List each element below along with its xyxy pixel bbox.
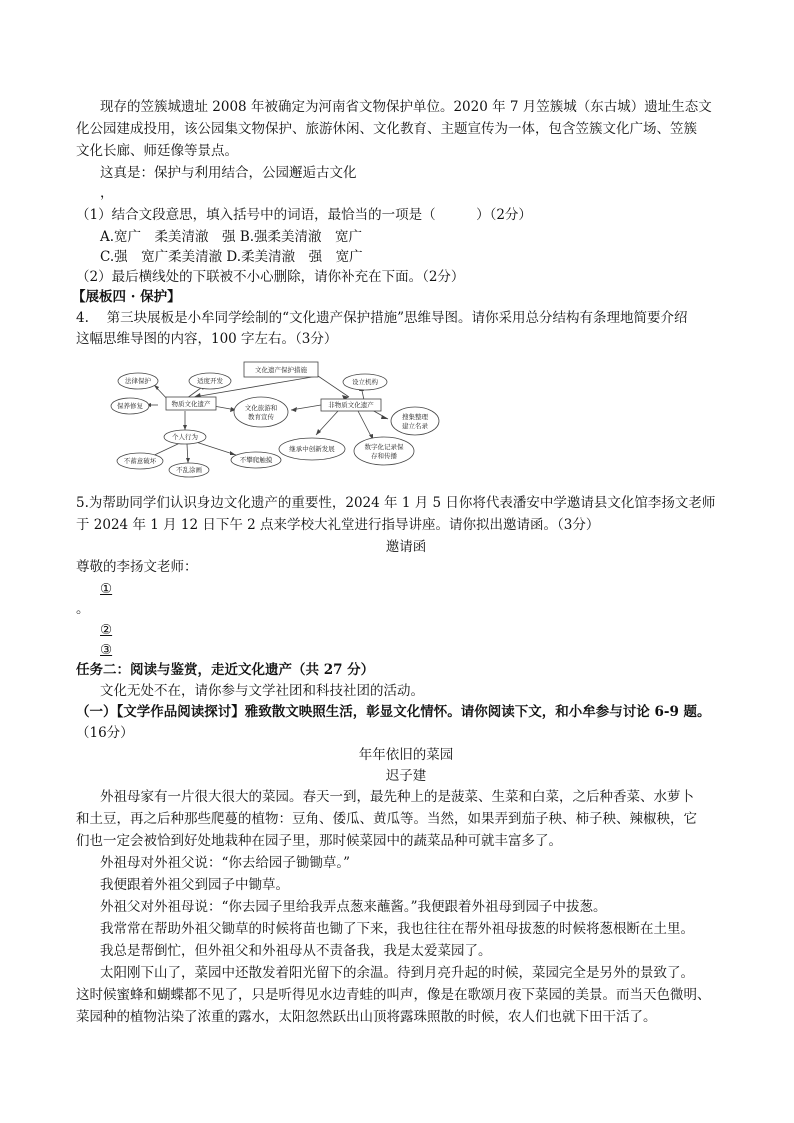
question-1-option-cd: C.强 宽广柔美清澈 D.柔美清澈 强 宽广 — [100, 249, 363, 265]
mindmap-inherit: 继承中创新发展 — [289, 445, 335, 453]
question-4-line2: 这幅思维导图的内容，100 字左右。（3分） — [76, 331, 338, 347]
essay-line-5: 我便跟着外祖父到园子中锄草。 — [100, 877, 289, 893]
para2: 这真是：保护与利用结合，公园邂逅古文化 — [100, 165, 357, 181]
essay-line-3: 们也一定会被恰到好处地栽种在园子里，那时候菜园中的蔬菜品种可就丰富多了。 — [76, 833, 562, 849]
section-heading-4: 【展板四 · 保护】 — [72, 289, 181, 305]
invitation-blank-3: ③ — [100, 642, 113, 658]
mindmap-develop: 适度开发 — [197, 377, 223, 385]
mindmap-nodamage: 不蓄意破坏 — [123, 457, 157, 465]
mindmap-tourism-1: 文化旅游和 — [244, 404, 278, 412]
mindmap-diagram — [108, 355, 448, 485]
essay-line-11: 菜园种的植物沾染了浓重的露水，太阳忽然跃出山顶将露珠照散的时候，农人们也就下田干活了。 — [76, 1009, 657, 1025]
mindmap-tourism-2: 教育宣传 — [248, 413, 274, 421]
para2-comma: ， — [100, 185, 114, 201]
invitation-salutation: 尊敬的李扬文老师： — [76, 559, 198, 575]
invitation-period: 。 — [76, 601, 90, 617]
essay-line-8: 我总是帮倒忙，但外祖父和外祖母从不责备我，我是太爱菜园了。 — [100, 943, 492, 959]
invitation-blank-2: ② — [100, 622, 113, 638]
question-2: （2）最后横线处的下联被不小心删除，请你补充在下面。（2分） — [76, 269, 465, 285]
question-5-line1: 5.为帮助同学们认识身边文化遗产的重要性，2024 年 1 月 5 日你将代表潘安中学邀请县文化馆李扬文老师 — [76, 495, 716, 511]
mindmap-law: 法律保护 — [125, 377, 151, 385]
mindmap-nograffiti: 不乱涂画 — [176, 466, 202, 474]
mindmap-material: 物质文化遗产 — [171, 400, 211, 408]
mindmap-digital-2: 存和传播 — [371, 452, 397, 460]
invitation-title: 邀请函 — [385, 539, 427, 555]
subsection-1-line1 — [76, 701, 736, 723]
essay-line-9: 太阳刚下山了，菜园中还散发着阳光留下的余温。待到月亮升起的时候，菜园完全是另外的景致了。 — [100, 965, 694, 981]
essay-line-1: 外祖母家有一片很大很大的菜园。春天一到，最先种上的是菠菜、生菜和白菜，之后种香菜、水萝卜 — [100, 789, 694, 805]
question-1-option-ab: A.宽广 柔美清澈 强 B.强柔美清澈 宽广 — [100, 229, 363, 245]
para1-line3: 文化长廊、师廷像等景点。 — [76, 143, 238, 159]
question-5-line2: 于 2024 年 1 月 12 日下午 2 点来学校大礼堂进行指导讲座。请你拟出邀请函。（3分） — [76, 517, 600, 533]
question-1: （1）结合文段意思，填入括号中的词语，最恰当的一项是（ ）（2分） — [76, 207, 532, 223]
mindmap-nonmaterial: 非物质文化遗产 — [328, 401, 374, 409]
question-4-line1: 4. 第三块展板是小牟同学绘制的“文化遗产保护措施”思维导图。请你采用总分结构有条理地简要介绍 — [76, 310, 688, 326]
para1-line1: 现存的笠簇城遗址 2008 年被确定为河南省文物保护单位。2020 年 7 月笠簇城（东古城）遗址生态文 — [100, 99, 712, 115]
task-2-heading: 任务二：阅读与鉴赏，走近文化遗产（共 27 分） — [76, 662, 375, 678]
subsection-1-line2: （16分） — [76, 725, 134, 741]
essay-line-7: 我常常在帮助外祖父锄草的时候将苗也锄了下来，我也往往在帮外祖母拔葱的时候将葱根断在土里。 — [100, 921, 694, 937]
para1-line2: 化公园建成投用，该公园集文物保护、旅游休闲、文化教育、主题宣传为一体，包含笠簇文化广场、笠簇 — [76, 121, 697, 137]
mindmap-collect-1: 搜集整理 — [402, 413, 428, 421]
mindmap-repair: 保养修复 — [117, 402, 143, 410]
mindmap-root: 文化遗产保护措施 — [255, 366, 307, 374]
mindmap-noclimb: 不攀爬触摸 — [239, 456, 273, 464]
subsection-1-text: （一）【文学作品阅读探讨】雅致散文映照生活，彰显文化情怀。请你阅读下文，和小牟参与讨论 6-9 题。 — [76, 704, 711, 720]
essay-line-6: 外祖父对外祖母说：“你去园子里给我弄点葱来蘸酱。”我便跟着外祖母到园子中拔葱。 — [100, 899, 607, 915]
invitation-blank-1: ① — [100, 581, 113, 597]
mindmap-collect-2: 建立名录 — [402, 422, 428, 430]
task-2-intro: 文化无处不在，请你参与文学社团和科技社团的活动。 — [100, 683, 424, 699]
mindmap-personal: 个人行为 — [172, 433, 198, 441]
essay-author: 迟子建 — [385, 768, 427, 784]
mindmap-institution: 设立机构 — [352, 378, 378, 386]
essay-line-4: 外祖母对外祖父说：“你去给园子锄锄草。” — [100, 855, 351, 871]
essay-line-2: 和土豆，再之后种那些爬蔓的植物：豆角、倭瓜、黄瓜等。当然，如果弄到茄子秧、柿子秧、辣椒秧，它 — [76, 811, 697, 827]
mindmap-digital-1: 数字化记录保 — [364, 443, 404, 451]
essay-line-10: 这时候蜜蜂和蝴蝶都不见了，只是听得见水边青蛙的叫声，像是在歌颂月夜下菜园的美景。而当天色微明、 — [76, 987, 711, 1003]
essay-title: 年年依旧的菜园 — [358, 747, 454, 763]
